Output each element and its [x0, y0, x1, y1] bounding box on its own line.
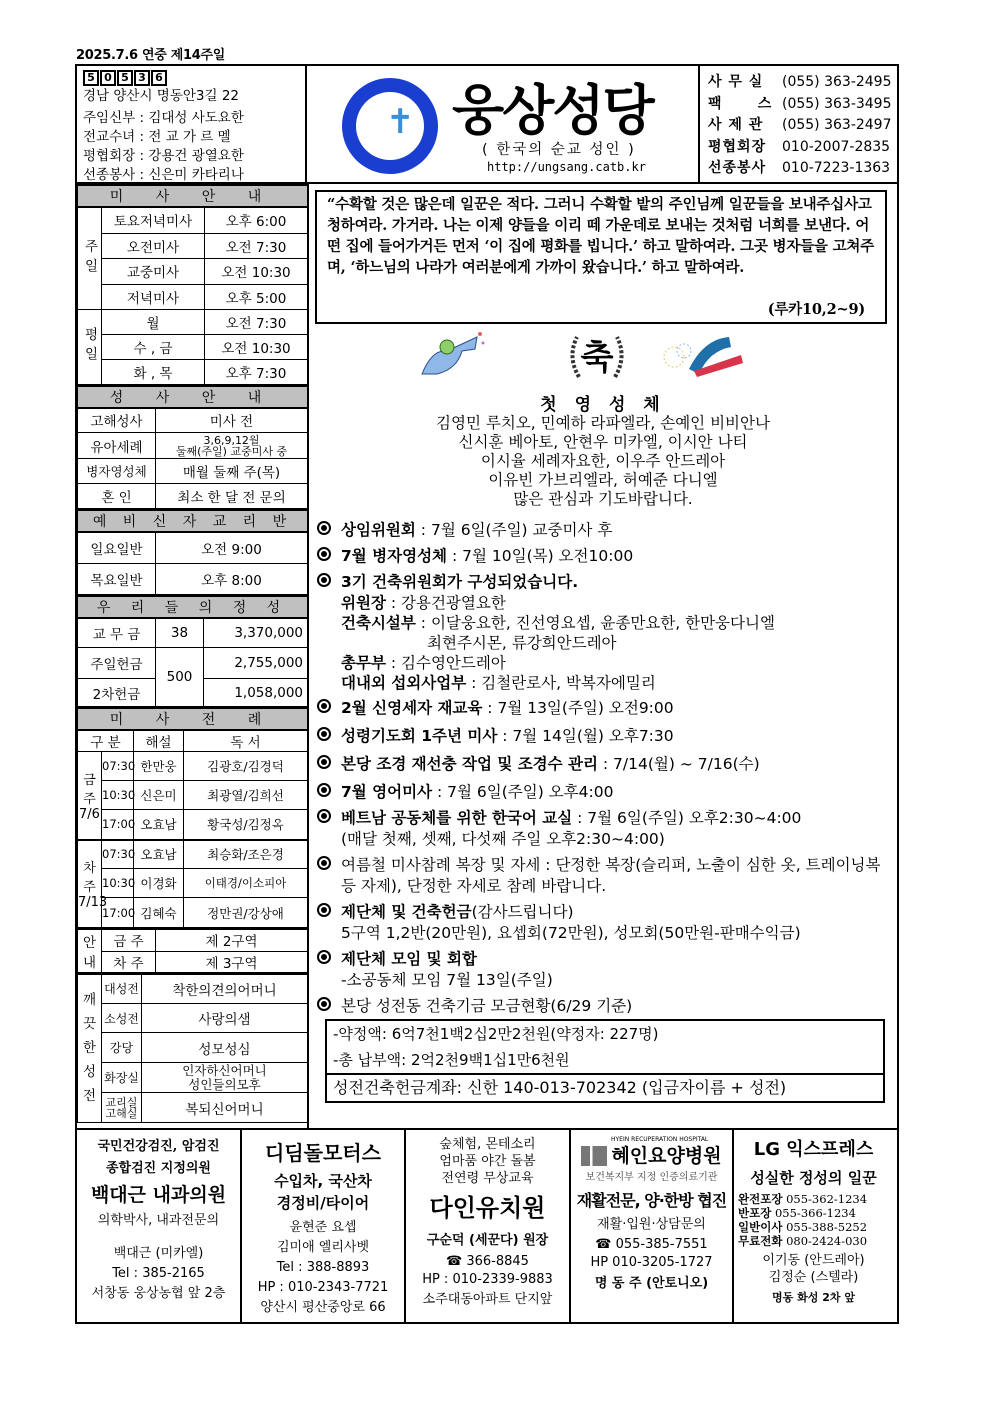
bank-account: 성전건축헌금계좌: 신한 140-013-702342 (입금자이름 + 성전)	[327, 1073, 883, 1101]
notice-item: 제단체 및 건축헌금(감사드립니다) 5구역 1,2반(20만원), 요셉회(72만원), 성모회(50만원-판매수익금)	[315, 902, 897, 944]
section-header: 미 사 전 례	[78, 708, 308, 730]
first-communion-title: 첫 영 성 체	[540, 395, 666, 415]
parish-title-block	[307, 66, 700, 182]
bullet-icon	[317, 783, 331, 797]
bullet-icon	[317, 903, 331, 917]
header	[77, 66, 897, 184]
area-guide-table: 안 내 금 주 제 2구역 차 주 제 3구역	[77, 928, 308, 973]
angel-trumpet-icon	[417, 329, 487, 384]
parish-url[interactable]: http://ungsang.catb.kr	[487, 160, 646, 174]
ad-moving: LG 익스프레스 성실한 정성의 일꾼 완전포장 055-362-1234 반포장 055-366-1234 일반이사 055-388-5252 무료전화 080-2424-030 이기동 (안드레아) 김정순 (스텔라) 명동 화성 2차 앞	[734, 1130, 893, 1322]
staff-row: 선종봉사 : 신은미 카타리나	[83, 167, 244, 183]
gospel-quote: “수확할 것은 많은데 일꾼은 적다. 그러니 수확할 밭의 주인님께 일꾼들을 보내주십사고 청하여라. 가거라. 나는 이제 양들을 이리 떼 가운데로 보내는 것처럼 너희를 보낸다. 어떤 집에 들어가거든 먼저 ‘이 집에 평화를 빕니다.’ 하고 말하여라. 그곳 병자들을 고쳐주며, ‘하느님의 나라가 여러분에게 가까이 왔습니다.’ 하고 말하여라. (루카10,2~9)	[315, 190, 887, 324]
bulletin-date: 2025.7.6 연중 제14주일	[76, 48, 225, 63]
column-divider	[307, 184, 309, 1128]
bullet-icon	[317, 856, 331, 870]
address: 경남 양산시 명동안3길 22	[83, 88, 240, 104]
zip-digit: 5	[117, 70, 133, 86]
zip-digit: 5	[83, 70, 99, 86]
sunday-label: 주일	[78, 207, 102, 309]
notice-item: 베트남 공동체를 위한 한국어 교실 : 7월 6일(주일) 오후2:30~4:00 (매달 첫째, 셋째, 다섯째 주일 오후2:30~4:00)	[315, 808, 897, 850]
bullet-icon	[317, 521, 331, 535]
congratulations-badge-icon	[567, 329, 627, 384]
phone-row: 반포장 055-366-1234	[738, 1206, 856, 1220]
catechumen-table: 예 비 신 자 교 리 반 일요일반 오전 9:00 목요일반 오후 8:00	[77, 509, 308, 595]
notice-item: 2월 신영세자 재교육 : 7월 13일(주일) 오전9:00	[315, 698, 897, 719]
section-header: 우 리 들 의 정 성	[78, 596, 308, 618]
bullet-icon	[317, 950, 331, 964]
advertisements	[77, 1128, 897, 1322]
zip-digit: 6	[151, 70, 167, 86]
notice-item: 본당 성전동 건축기금 모금현황(6/29 기준)	[315, 996, 897, 1017]
bullet-icon	[317, 809, 331, 823]
left-column	[77, 184, 307, 1123]
notice-item: 상임위원회 : 7월 6일(주일) 교중미사 후	[315, 520, 897, 541]
ad-kindergarten: 숲체험, 몬테소리 엄마품 야간 돌봄 전연령 무상교육 다인유치원 구순덕 (세꾼다) 원장 ☎ 366-8845 HP : 010-2339-9883 소주대동아파트 단지앞	[406, 1130, 571, 1322]
ad-hospital: HYEIN RECUPERATION HOSPITAL 혜인요양병원 보건복지부 지정 인증의료기관 재활전문, 양·한방 협진 재활·입원·상담문의 ☎ 055-385-7551 HP 010-3205-1727 명 동 주 (안토니오)	[571, 1130, 734, 1322]
notices-list	[315, 520, 897, 1103]
bullet-icon	[317, 727, 331, 741]
cross-icon: ✝	[386, 102, 415, 142]
notice-item: 7월 병자영성체 : 7월 10일(목) 오전10:00	[315, 546, 897, 567]
phone-row: 완전포장 055-362-1234	[738, 1192, 868, 1206]
bullet-icon	[317, 573, 331, 587]
contact-row: 선종봉사 010-7223-1363	[708, 160, 891, 176]
gospel-reference: (루카10,2~9)	[767, 301, 865, 318]
bullet-icon	[317, 699, 331, 713]
sacrament-table: 성 사 안 내 고해성사 미사 전 유아세례 3,6,9,12월 둘째(주일) 교중미사 중 병자영성체 매월 둘째 주(목) 혼 인 최소 한 달 전 문의	[77, 385, 308, 510]
phone-row: 일반이사 055-388-5252	[738, 1220, 868, 1234]
staff-row: 평협회장 : 강용건 광열요한	[83, 148, 244, 164]
liturgy-table: 미 사 전 례 구 분 해설 독 서 금주 7/6 07:30 한만웅 김광호/김경덕 10:30 신은미 최광열/김희선 17:00 오효남 황국성/김정옥 차주 7/13 07:30 오효남 최승화/조은경 10:30 이경화 이태경/이소피아 17:00 김혜숙 정만권/강상애	[77, 707, 308, 928]
zip-code	[83, 70, 305, 86]
notice-item: 성령기도회 1주년 미사 : 7월 14일(월) 오후7:30	[315, 726, 897, 747]
celebration-ribbon-icon	[659, 329, 749, 384]
paid-amount: -총 납부액: 2억2천9백1십1만6천원	[333, 1051, 570, 1069]
zip-digit: 0	[100, 70, 116, 86]
ad-clinic: 국민건강검진, 암검진 종합검진 지정의원 백대근 내과의원 의학박사, 내과전문의 백대근 (미카엘) Tel : 385-2165 서창동 웅상농협 앞 2층	[77, 1130, 242, 1322]
staff-row: 전교수녀 : 전 교 가 르 멜	[83, 129, 231, 145]
bullet-icon	[317, 547, 331, 561]
phone-row: 무료전화 080-2424-030	[738, 1234, 868, 1248]
contact-row: 팩 스 (055) 363-3495	[708, 95, 892, 112]
staff-row: 주임신부 : 김대성 사도요한	[83, 110, 244, 126]
offerings-table: 우 리 들 의 정 성 교 무 금 38 3,370,000 주일헌금 500 2,755,000 2차헌금 1,058,000	[77, 595, 308, 708]
mass-schedule-table: 미 사 안 내 주일 토요저녁미사 오후 6:00 오전미사 오전 7:30 교중미사 오전 10:30 저녁미사 오후 5:00 평일 월 오전 7:30 수 , 금 오전 10:30 화 , 목 오후 7:30	[77, 184, 308, 385]
hospital-logo-icon	[581, 1146, 607, 1166]
contact-row: 평협회장 010-2007-2835	[708, 138, 891, 155]
building-fund-box	[325, 1019, 885, 1103]
parish-logo-icon	[342, 78, 438, 174]
notice-item: 3기 건축위원회가 구성되었습니다. 위원장 : 강용건광열요한 건축시설부 : 이달웅요한, 진선영요셉, 윤종만요한, 한만웅다니엘 최현주시몬, 류강희안드레아 총무부 : 김수영안드레아 대내외 섭외사업부 : 김철란로사, 박복자에밀리	[315, 572, 897, 693]
parish-subtitle: ( 한국의 순교 성인 )	[482, 142, 636, 158]
notice-item: 7월 영어미사 : 7월 6일(주일) 오후4:00	[315, 782, 897, 803]
ad-motors: 디딤돌모터스 수입차, 국산차 경정비/타이어 윤현준 요셉 김미애 엘리사벳 Tel : 388-8893 HP : 010-2343-7721 양산시 평산중앙로 66	[242, 1130, 406, 1322]
section-header: 미 사 안 내	[78, 185, 308, 207]
section-header: 예 비 신 자 교 리 반	[78, 510, 308, 532]
zip-digit: 3	[134, 70, 150, 86]
bullet-icon	[317, 755, 331, 769]
first-communion-names: 김영민 루치오, 민예하 라파엘라, 손예인 비비안나 신시훈 베아토, 안현우 미카엘, 이시안 나티 이시율 세례자요한, 이우주 안드레아 이유빈 가브리엘라, 허예준 다니엘 많은 관심과 기도바랍니다.	[436, 414, 770, 508]
contact-row: 사 제 관 (055) 363-2497	[708, 117, 892, 133]
parish-title: 웅상성당	[452, 79, 653, 142]
pledged-amount: -약정액: 6억7천1백2십2만2천원(약정자: 227명)	[333, 1025, 659, 1043]
parish-info	[77, 66, 307, 182]
cleaning-table: 깨 끗 한 성 전 대성전 착한의견의어머니 소성전 사랑의샘 강당 성모성심 화장실 인자하신어머니 성인들의모후 교리실 고해실 복되신어머니	[77, 973, 308, 1124]
svg-text:축: 축	[580, 338, 614, 378]
weekday-label: 평일	[78, 309, 102, 384]
contact-list	[700, 66, 897, 182]
notice-item: 여름철 미사참례 복장 및 자세 : 단정한 복장(슬리퍼, 노출이 심한 옷, 트레이닝복 등 자제), 단정한 자세로 참례 바랍니다.	[315, 855, 897, 897]
bullet-icon	[317, 997, 331, 1011]
section-header: 성 사 안 내	[78, 386, 308, 408]
contact-row: 사 무 실 (055) 363-2495	[708, 74, 892, 90]
notice-item: 본당 조경 재선충 작업 및 조경수 관리 : 7/14(월) ~ 7/16(수)	[315, 754, 897, 775]
bulletin-page	[75, 64, 899, 1324]
notice-item: 제단체 모임 및 회합 -소공동체 모임 7월 13일(주일)	[315, 949, 897, 991]
